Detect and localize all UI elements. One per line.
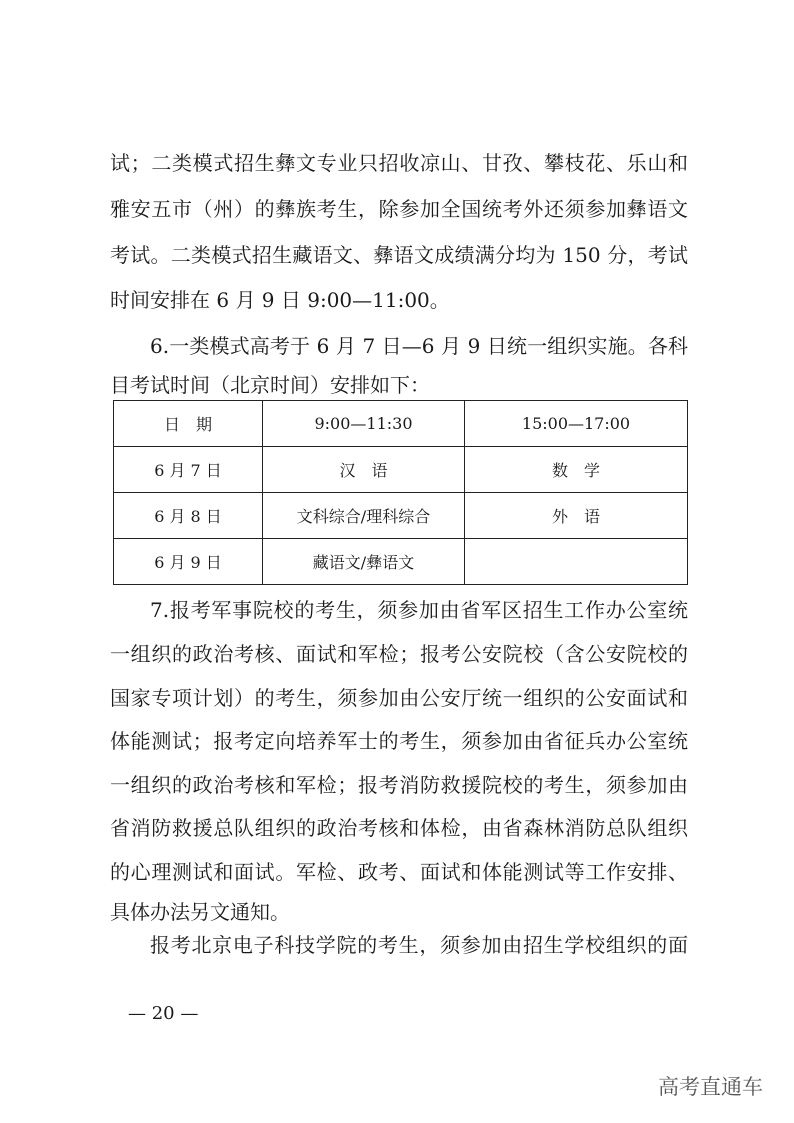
table-cell: 外 语 bbox=[465, 493, 688, 539]
watermark: 高考直通车 bbox=[658, 1075, 763, 1099]
table-cell: 文科综合/理科综合 bbox=[263, 493, 465, 539]
exam-schedule-table bbox=[113, 400, 688, 585]
table-row bbox=[114, 539, 688, 585]
table-cell: 6 月 9 日 bbox=[114, 539, 263, 585]
text-line: 体能测试；报考定向培养军士的考生，须参加由省征兵办公室统 bbox=[110, 729, 688, 753]
text-line: 一组织的政治考核和军检；报考消防救援院校的考生，须参加由 bbox=[110, 773, 688, 797]
header-afternoon: 15:00—17:00 bbox=[465, 401, 688, 447]
text-line: 7.报考军事院校的考生，须参加由省军区招生工作办公室统 bbox=[150, 598, 688, 622]
text-line: 国家专项计划）的考生，须参加由公安厅统一组织的公安面试和 bbox=[110, 686, 688, 710]
table-header-row bbox=[114, 401, 688, 447]
text-line: 考试。二类模式招生藏语文、彝语文成绩满分均为 150 分，考试 bbox=[110, 243, 688, 267]
text-line: 具体办法另文通知。 bbox=[110, 900, 290, 924]
text-line: 试；二类模式招生彝文专业只招收凉山、甘孜、攀枝花、乐山和 bbox=[110, 151, 688, 175]
text-line: 目考试时间（北京时间）安排如下： bbox=[110, 373, 430, 397]
header-date: 日 期 bbox=[114, 401, 263, 447]
header-morning: 9:00—11:30 bbox=[263, 401, 465, 447]
table-cell bbox=[465, 539, 688, 585]
table-row bbox=[114, 493, 688, 539]
text-line: 一组织的政治考核、面试和军检；报考公安院校（含公安院校的 bbox=[110, 642, 688, 666]
text-line: 6.一类模式高考于 6 月 7 日—6 月 9 日统一组织实施。各科 bbox=[150, 334, 688, 358]
table-cell: 数 学 bbox=[465, 447, 688, 493]
text-line: 省消防救援总队组织的政治考核和体检，由省森林消防总队组织 bbox=[110, 816, 688, 840]
text-line: 报考北京电子科技学院的考生，须参加由招生学校组织的面 bbox=[150, 933, 688, 957]
table-cell: 6 月 7 日 bbox=[114, 447, 263, 493]
table-cell: 汉 语 bbox=[263, 447, 465, 493]
table-cell: 6 月 8 日 bbox=[114, 493, 263, 539]
text-line: 时间安排在 6 月 9 日 9:00—11:00。 bbox=[110, 288, 450, 312]
text-line: 的心理测试和面试。军检、政考、面试和体能测试等工作安排、 bbox=[110, 860, 688, 884]
table-cell: 藏语文/彝语文 bbox=[263, 539, 465, 585]
page-number: — 20 — bbox=[128, 1003, 199, 1024]
text-line: 雅安五市（州）的彝族考生，除参加全国统考外还须参加彝语文 bbox=[110, 197, 688, 221]
table-row bbox=[114, 447, 688, 493]
